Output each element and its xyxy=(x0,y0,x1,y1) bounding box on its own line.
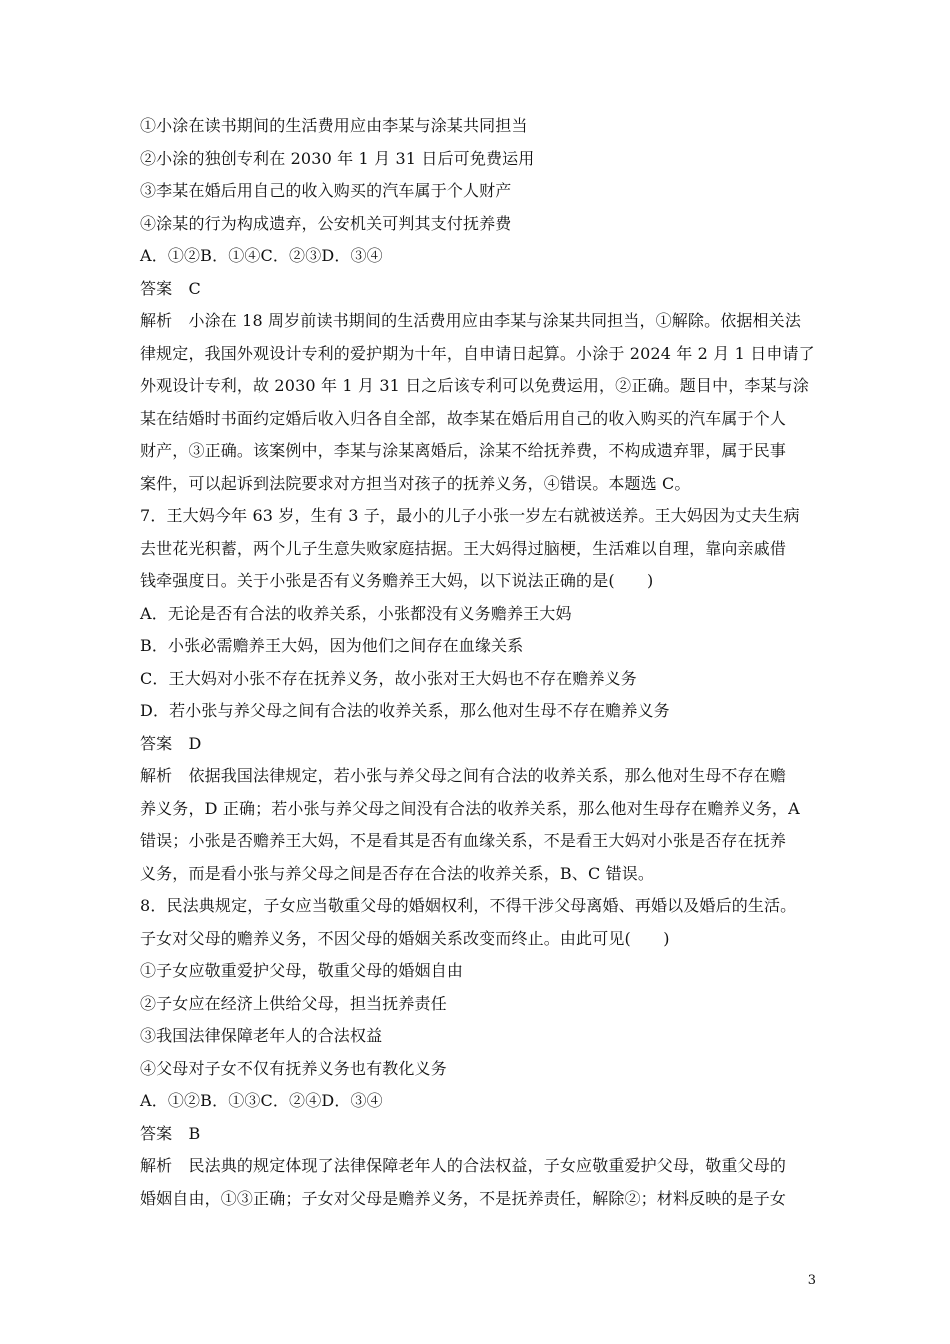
option-statement-4: ④父母对子女不仅有抚养义务也有教化义务 xyxy=(140,1058,447,1078)
explanation-line: 解析 依据我国法律规定，若小张与养父母之间有合法的收养关系，那么他对生母不存在赡 xyxy=(140,766,787,785)
question-7-option-d: D．若小张与养父母之间有合法的收养关系，那么他对生母不存在赡养义务 xyxy=(140,701,670,720)
question-7-option-a: A．无论是否有合法的收养关系，小张都没有义务赡养王大妈 xyxy=(140,603,572,623)
option-statement-2: ②小涂的独创专利在 2030 年 1 月 31 日后可免费运用 xyxy=(140,148,535,168)
explanation-line: 婚姻自由，①③正确；子女对父母是赡养义务，不是抚养责任，解除②；材料反映的是子女 xyxy=(140,1188,787,1208)
explanation-line: 案件，可以起诉到法院要求对方担当对孩子的抚养义务，④错误。本题选 C。 xyxy=(140,473,691,493)
question-8-stem: 8．民法典规定，子女应当敬重父母的婚姻权利，不得干涉父母离婚、再婚以及婚后的生活。 xyxy=(140,896,797,915)
explanation-line: 外观设计专利，故 2030 年 1 月 31 日之后该专利可以免费运用，②正确。题目中，李某与涂 xyxy=(140,376,809,395)
answer-choices: A．①②B．①③C．②④D．③④ xyxy=(140,1091,383,1110)
explanation-line: 错误；小张是否赡养王大妈，不是看其是否有血缘关系，不是看王大妈对小张是否存在抚养 xyxy=(140,831,787,850)
option-statement-1: ①小涂在读书期间的生活费用应由李某与涂某共同担当 xyxy=(140,116,528,135)
answer-line: 答案 B xyxy=(140,1123,201,1143)
question-7-stem: 去世花光积蓄，两个儿子生意失败家庭拮据。王大妈得过脑梗，生活难以自理，靠向亲戚借 xyxy=(140,538,787,558)
question-7-option-c: C．王大妈对小张不存在抚养义务，故小张对王大妈也不存在赡养义务 xyxy=(140,668,637,688)
question-7-stem: 钱牵强度日。关于小张是否有义务赡养王大妈，以下说法正确的是( ) xyxy=(140,571,654,590)
document-body xyxy=(140,110,814,1215)
explanation-line: 义务，而是看小张与养父母之间是否存在合法的收养关系，B、C 错误。 xyxy=(140,863,655,883)
option-statement-3: ③我国法律保障老年人的合法权益 xyxy=(140,1026,383,1045)
explanation-line: 财产，③正确。该案例中，李某与涂某离婚后，涂某不给抚养费，不构成遗弃罪，属于民事 xyxy=(140,441,787,460)
answer-line: 答案 C xyxy=(140,278,201,298)
page-number: 3 xyxy=(807,1273,816,1288)
question-7-option-b: B．小张必需赡养王大妈，因为他们之间存在血缘关系 xyxy=(140,636,524,655)
option-statement-2: ②子女应在经济上供给父母，担当抚养责任 xyxy=(140,993,447,1013)
explanation-line: 解析 小涂在 18 周岁前读书期间的生活费用应由李某与涂某共同担当，①解除。依据相关法 xyxy=(140,311,801,330)
question-8-stem: 子女对父母的赡养义务，不因父母的婚姻关系改变而终止。由此可见( ) xyxy=(140,928,670,948)
explanation-line: 某在结婚时书面约定婚后收入归各自全部，故李某在婚后用自己的收入购买的汽车属于个人 xyxy=(140,408,787,428)
question-7-stem: 7．王大妈今年 63 岁，生有 3 子，最小的儿子小张一岁左右就被送养。王大妈因为丈夫生病 xyxy=(140,506,800,525)
option-statement-3: ③李某在婚后用自己的收入购买的汽车属于个人财产 xyxy=(140,181,512,200)
answer-choices: A．①②B．①④C．②③D．③④ xyxy=(140,246,383,265)
answer-line: 答案 D xyxy=(140,733,202,753)
option-statement-1: ①子女应敬重爱护父母，敬重父母的婚姻自由 xyxy=(140,961,464,980)
explanation-line: 解析 民法典的规定体现了法律保障老年人的合法权益，子女应敬重爱护父母，敬重父母的 xyxy=(140,1156,787,1175)
option-statement-4: ④涂某的行为构成遗弃，公安机关可判其支付抚养费 xyxy=(140,213,512,233)
explanation-line: 养义务，D 正确；若小张与养父母之间没有合法的收养关系，那么他对生母存在赡养义务，A xyxy=(140,798,800,818)
explanation-line: 律规定，我国外观设计专利的爱护期为十年，自申请日起算。小涂于 2024 年 2 月 1 日申请了 xyxy=(140,343,815,363)
